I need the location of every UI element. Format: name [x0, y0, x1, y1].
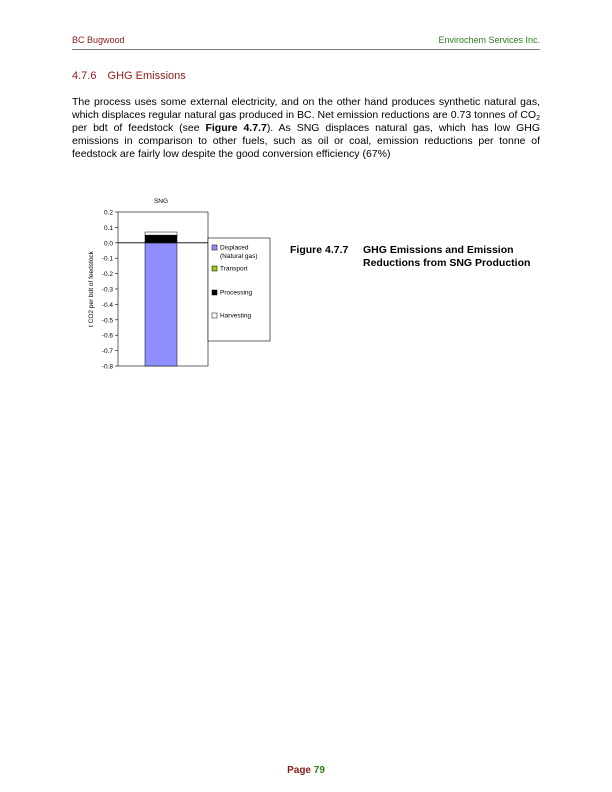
- section-number: 4.7.6: [72, 70, 97, 82]
- y-tick-label: 0.0: [103, 240, 113, 248]
- legend-label: Displaced: [220, 244, 249, 252]
- co2-subscript: 2: [536, 115, 540, 122]
- y-tick-label: -0.1: [101, 255, 113, 263]
- legend-label: Transport: [220, 265, 248, 273]
- y-tick-label: 0.2: [103, 209, 113, 217]
- section-title: GHG Emissions: [107, 70, 186, 82]
- figure-number: Figure 4.7.7: [290, 244, 349, 256]
- figure-title: GHG Emissions and Emission Reductions from SNG Production: [363, 244, 531, 269]
- y-tick-label: -0.5: [101, 317, 113, 325]
- paragraph-part-1: The process uses some external electricity, and on the other hand produces synthetic natural gas, which displaces regular natural gas produced in BC. Net emission reductions are 0.73 tonnes of CO: [72, 96, 540, 121]
- figure-reference: Figure 4.7.7: [205, 122, 267, 134]
- page-footer: [0, 765, 612, 776]
- legend-label: Harvesting: [220, 312, 252, 320]
- page-number: 79: [313, 765, 325, 776]
- paragraph-part-2: per bdt of feedstock (see: [72, 122, 206, 134]
- header-rule: [72, 49, 540, 50]
- ghg-chart: [86, 192, 276, 376]
- bar-segment: [145, 235, 177, 242]
- legend-swatch: [212, 290, 217, 295]
- y-tick-label: 0.1: [103, 224, 113, 232]
- legend-swatch: [212, 266, 217, 271]
- y-tick-label: -0.6: [101, 332, 113, 340]
- y-tick-label: -0.2: [101, 271, 113, 279]
- section-heading: [72, 70, 186, 82]
- y-axis-label: t CO2 per bdt of feedstock: [88, 251, 95, 327]
- y-tick-label: -0.3: [101, 286, 113, 294]
- legend-label: (Natural gas): [220, 253, 258, 260]
- legend-swatch: [212, 245, 217, 250]
- legend-label: Processing: [220, 289, 253, 297]
- bar-segment: [145, 243, 177, 366]
- y-tick-label: -0.8: [101, 363, 113, 371]
- page-label: Page: [287, 765, 311, 776]
- header-left-text: BC Bugwood: [72, 35, 125, 45]
- y-tick-label: -0.7: [101, 348, 113, 356]
- chart-svg: [86, 192, 276, 376]
- chart-title: SNG: [153, 198, 169, 205]
- y-tick-label: -0.4: [101, 301, 113, 309]
- legend-swatch: [212, 313, 217, 318]
- bar-segment: [145, 232, 177, 235]
- header-right-text: Envirochem Services Inc.: [438, 35, 540, 45]
- paragraph-part-3: ). As SNG displaces natural gas, which has low GHG emissions in comparison to other fuels, such as oil or coal, emission reductions per tonne of feedstock are fairly low despite the good conversion efficiency (67%): [72, 122, 541, 160]
- body-paragraph: [72, 96, 540, 161]
